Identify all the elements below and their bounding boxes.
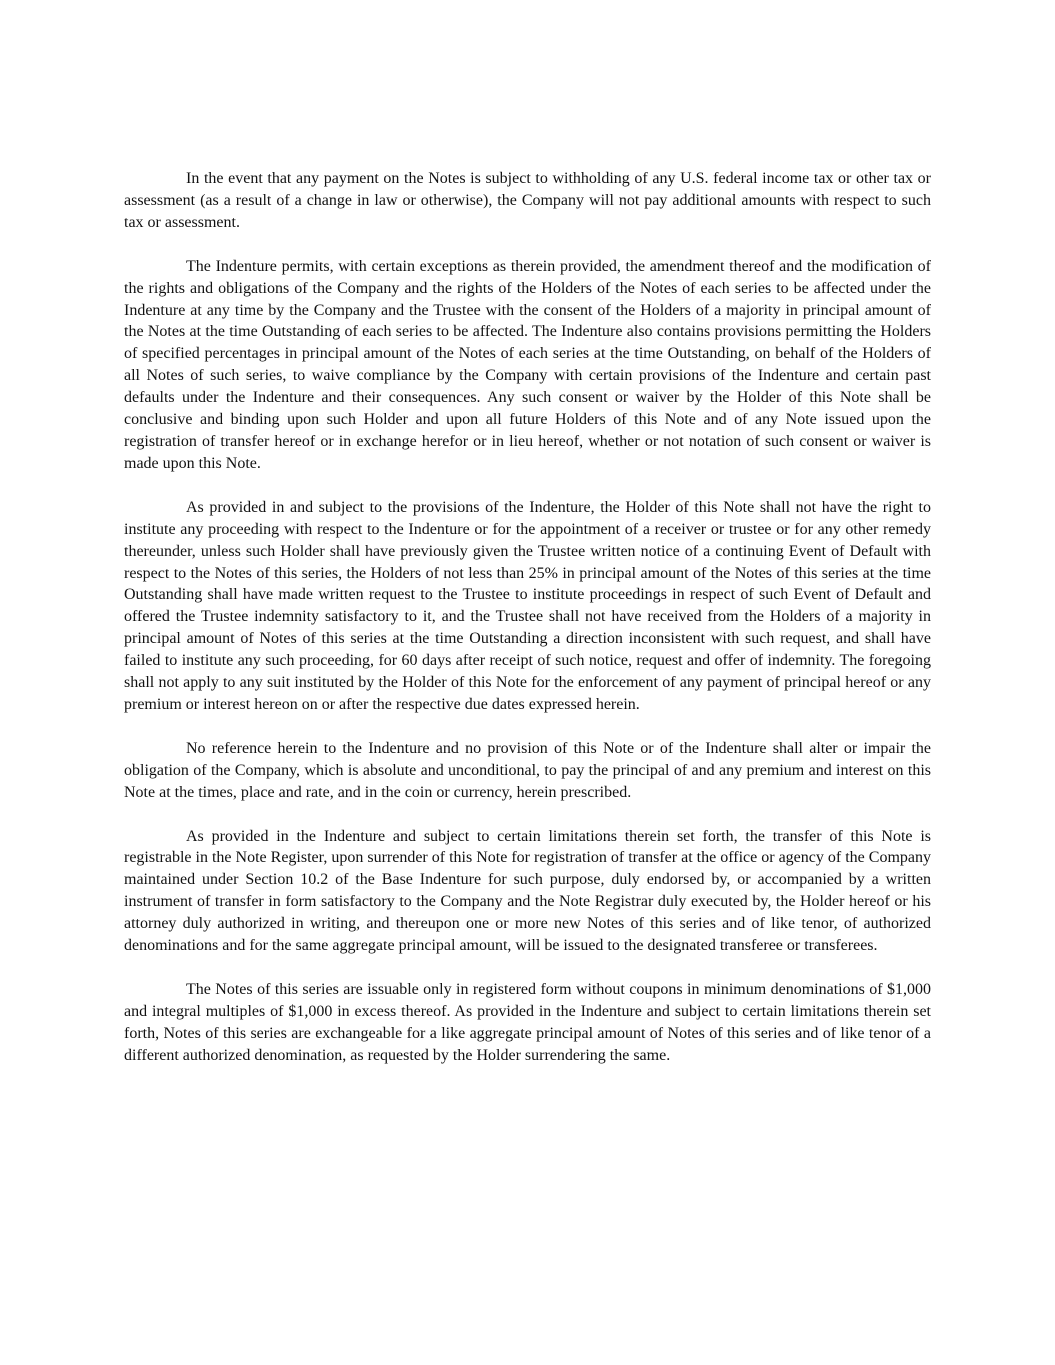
paragraph-amendment-waiver: The Indenture permits, with certain exceptions as therein provided, the amendment thereof and the modification of the rights and obligations of the Company and the rights of the Holders of the Notes of each series to be affected under the Indenture at any time by the Company and the Trustee with the consent of the Holders of a majority in principal amount of the Notes at the time Outstanding of each series to be affected. The Indenture also contains provisions permitting the Holders of specified percentages in principal amount of the Notes of each series at the time Outstanding, on behalf of the Holders of all Notes of such series, to waive compliance by the Company with certain provisions of the Indenture and certain past defaults under the Indenture and their consequences. Any such consent or waiver by the Holder of this Note shall be conclusive and binding upon such Holder and upon all future Holders of this Note and of any Note issued upon the registration of transfer hereof or in exchange herefor or in lieu hereof, whether or not notation of such consent or waiver is made upon this Note. [124, 257, 931, 472]
paragraph-withholding-tax: In the event that any payment on the Notes is subject to withholding of any U.S. federal income tax or other tax or assessment (as a result of a change in law or otherwise), the Company will not pay additional amounts with respect to such tax or assessment. [124, 170, 931, 231]
paragraph-denominations: The Notes of this series are issuable only in registered form without coupons in minimum denominations of $1,000 and integral multiples of $1,000 in excess thereof. As provided in the Indenture and subject to certain limitations therein set forth, Notes of this series are exchangeable for a like aggregate principal amount of Notes of this series and of like tenor of a different authorized denomination, as requested by the Holder surrendering the same. [124, 981, 931, 1064]
document-page [124, 168, 931, 1089]
paragraph-holder-proceedings: As provided in and subject to the provisions of the Indenture, the Holder of this Note shall not have the right to institute any proceeding with respect to the Indenture or for the appointment of a receiver or trustee or for any other remedy thereunder, unless such Holder shall have previously given the Trustee written notice of a continuing Event of Default with respect to the Notes of this series, the Holders of not less than 25% in principal amount of the Notes of this series at the time Outstanding shall have made written request to the Trustee to institute proceedings in respect of such Event of Default and offered the Trustee indemnity satisfactory to it, and the Trustee shall not have received from the Holders of a majority in principal amount of Notes of this series at the time Outstanding a direction inconsistent with such request, and shall have failed to institute any such proceeding, for 60 days after receipt of such notice, request and offer of indemnity. The foregoing shall not apply to any suit instituted by the Holder of this Note for the enforcement of any payment of principal hereof or any premium or interest hereon on or after the respective due dates expressed herein. [124, 498, 931, 713]
paragraph-absolute-obligation: No reference herein to the Indenture and no provision of this Note or of the Indenture shall alter or impair the obligation of the Company, which is absolute and unconditional, to pay the principal of and any premium and interest on this Note at the times, place and rate, and in the coin or currency, herein prescribed. [124, 739, 931, 801]
paragraph-transfer-registration: As provided in the Indenture and subject to certain limitations therein set forth, the transfer of this Note is registrable in the Note Register, upon surrender of this Note for registration of transfer at the office or agency of the Company maintained under Section 10.2 of the Base Indenture for such purpose, duly endorsed by, or accompanied by a written instrument of transfer in form satisfactory to the Company and the Note Registrar duly executed by, the Holder hereof or his attorney duly authorized in writing, and thereupon one or more new Notes of this series and of like tenor, of authorized denominations and for the same aggregate principal amount, will be issued to the designated transferee or transferees. [124, 827, 931, 955]
